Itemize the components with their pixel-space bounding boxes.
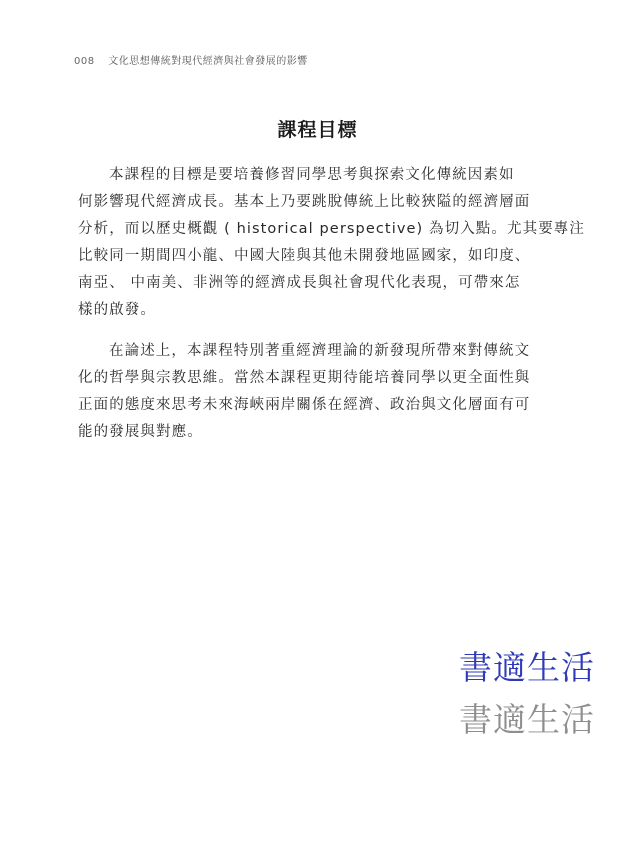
- paragraph-1: [78, 162, 586, 324]
- text-line: 南亞、 中南美、非洲等的經濟成長與社會現代化表現，可帶來怎: [78, 275, 521, 291]
- page-number: 008: [74, 56, 95, 67]
- text-line: 本課程的目標是要培養修習同學思考與探索文化傳統因素如: [109, 167, 515, 183]
- section-title: 課程目標: [277, 119, 358, 141]
- text-line: 分析，而以歷史概觀 ( historical perspective) 為切入點。尤其要專注: [78, 221, 586, 237]
- text-line: 能的發展與對應。: [78, 424, 203, 440]
- watermark-blue: 書適生活: [459, 648, 595, 687]
- text-line: 樣的啟發。: [78, 302, 156, 318]
- running-header: [74, 52, 308, 67]
- body-text: [78, 162, 586, 460]
- text-line: 正面的態度來思考未來海峽兩岸關係在經濟、政治與文化層面有可: [78, 397, 531, 413]
- text-line: 比較同一期間四小龍、中國大陸與其他未開發地區國家，如印度、: [78, 248, 531, 264]
- watermark-gray: 書適生活: [459, 700, 595, 739]
- text-line: 何影響現代經濟成長。基本上乃要跳脫傳統上比較狹隘的經濟層面: [78, 194, 531, 210]
- text-line: 化的哲學與宗教思維。當然本課程更期待能培養同學以更全面性與: [78, 370, 531, 386]
- text-line: 在論述上，本課程特別著重經濟理論的新發現所帶來對傳統文: [109, 343, 531, 359]
- book-title: 文化思想傳統對現代經濟與社會發展的影響: [108, 56, 308, 67]
- paragraph-2: [78, 338, 540, 446]
